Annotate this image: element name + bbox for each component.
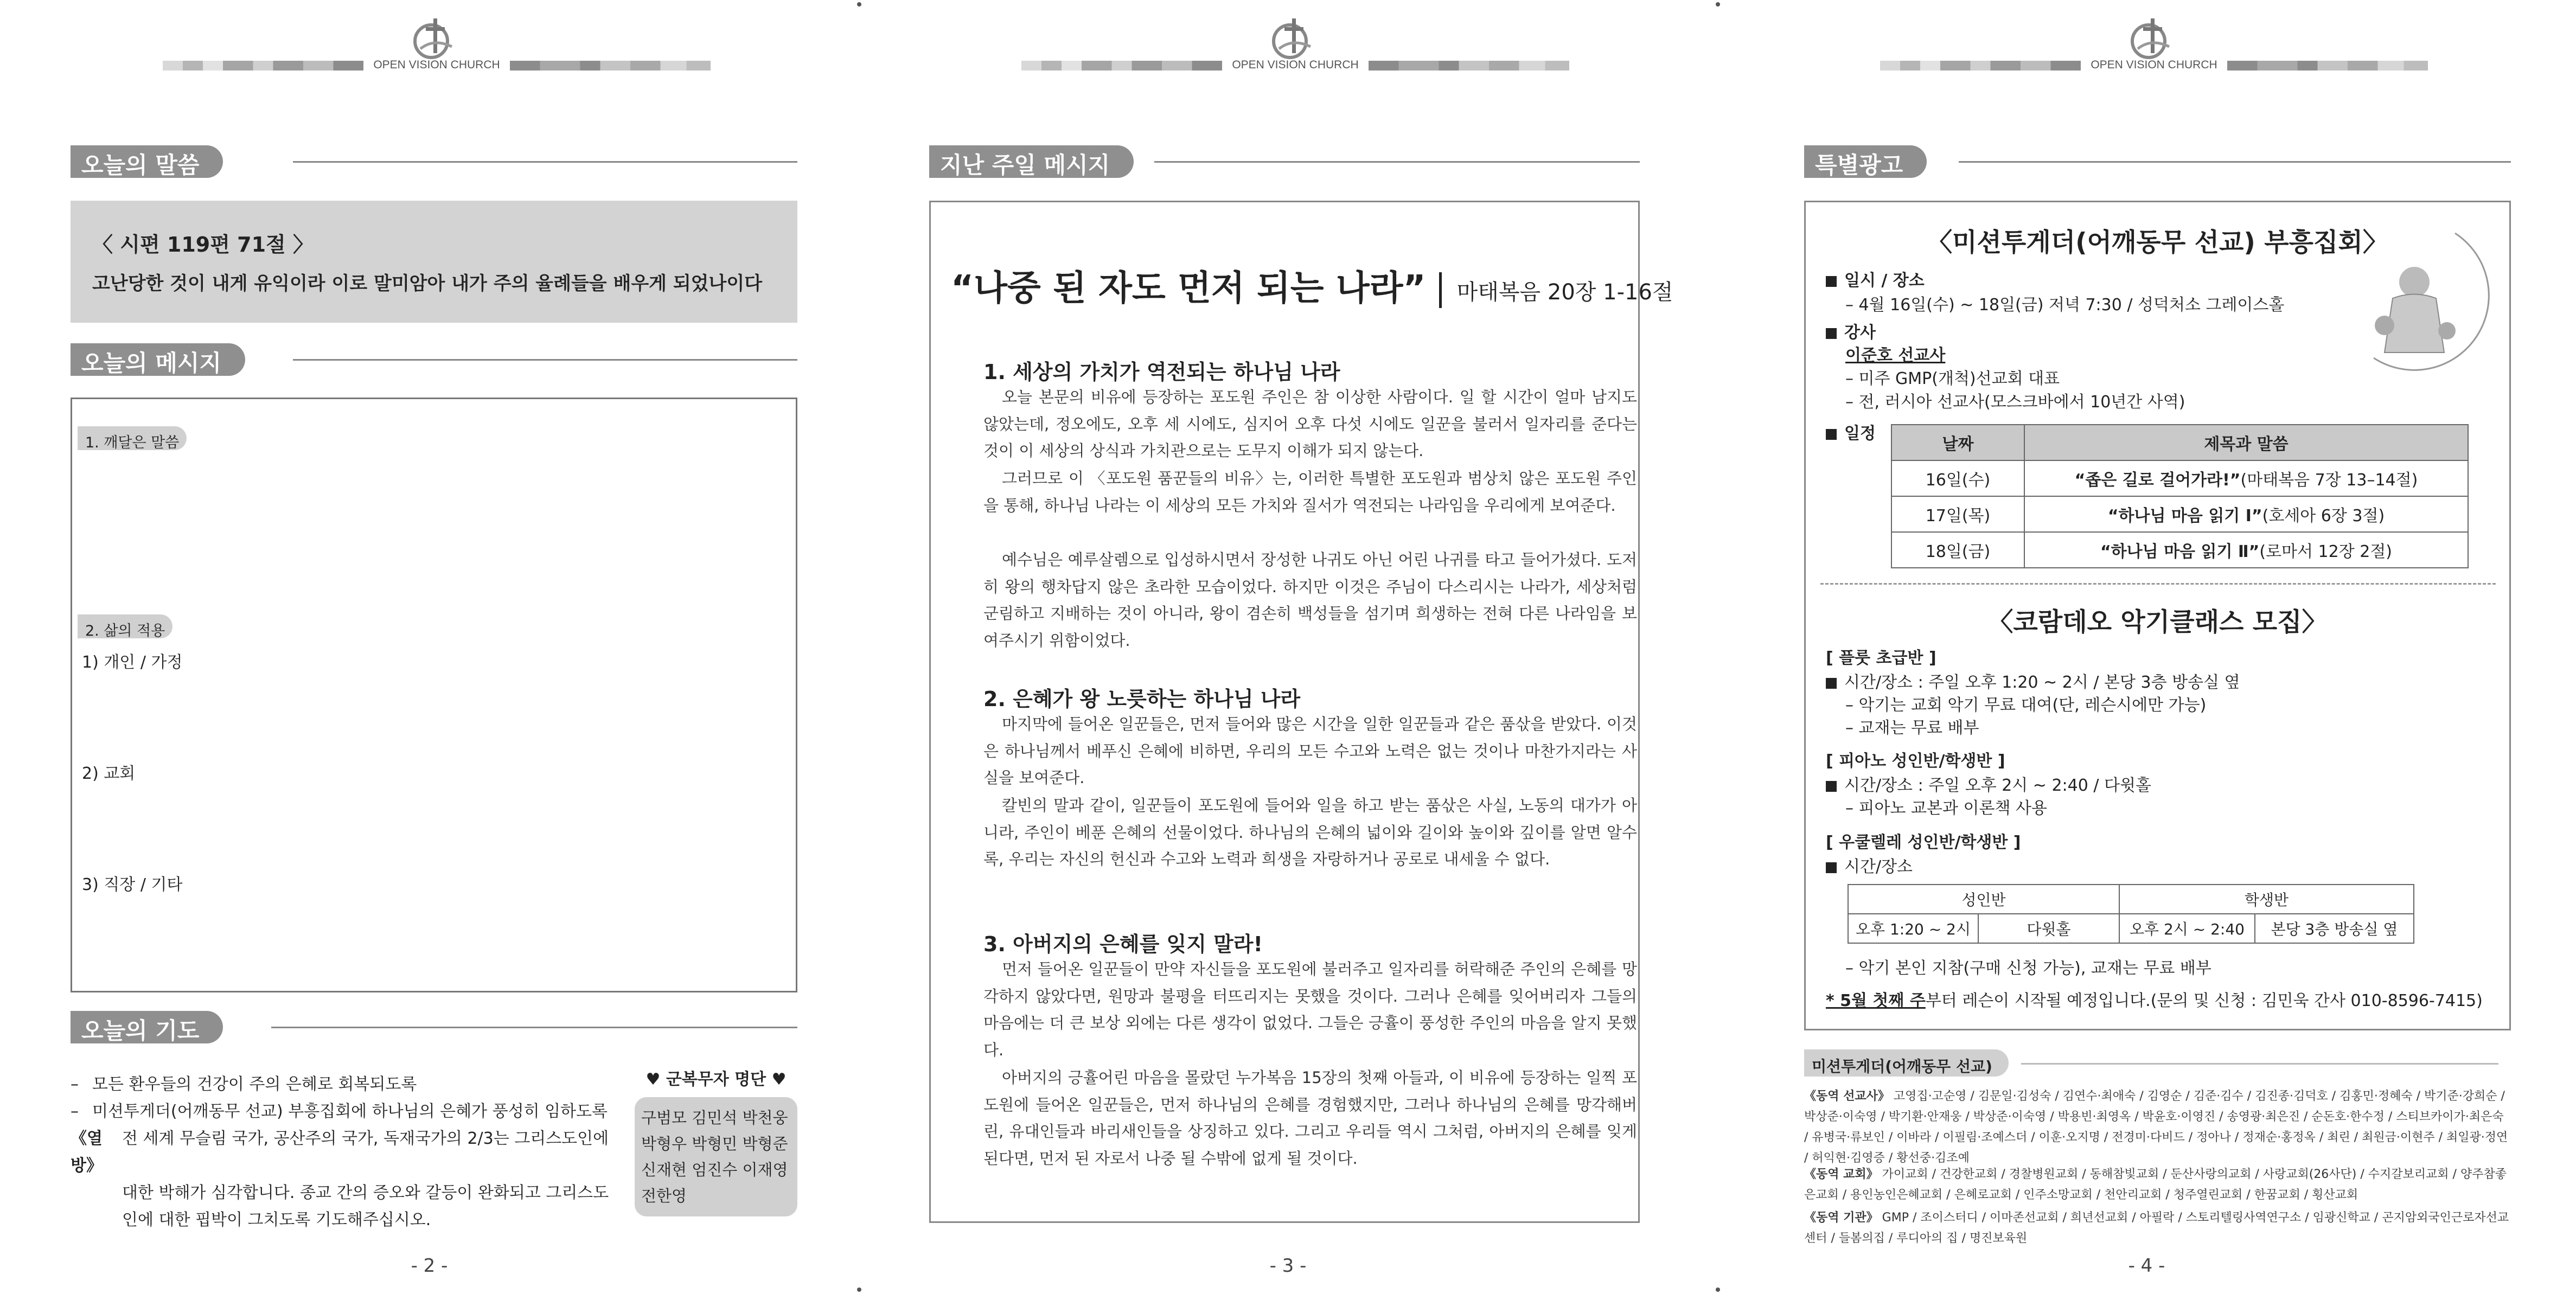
sermon-heading (951, 260, 1673, 310)
church-header (163, 16, 711, 76)
ukulele-time: 시간/장소 (1826, 853, 1913, 877)
section-rule (271, 1027, 797, 1028)
bullet-square-icon (1826, 862, 1837, 873)
military-list (635, 1066, 797, 1216)
schedule-header-row: 날짜 제목과 말씀 (1891, 425, 2468, 460)
prayer-list: – 모든 환우들의 건강이 주의 은혜로 회복되도록 – 미션투게더(어깨동무 선교) 부흥집회에 하나님의 은혜가 풍성히 임하도록 《열방》 전 세계 무슬림 국가, 공산주의 국가, 독재국가의 2/3는 그리스도인에 대한 박해가 심각합니다. 종교 간의 증오와 갈등이 완화되고 그리스도 인에 대한 핍박이 그치도록 기도해주십시오. (71, 1071, 609, 1234)
sermon-heading-1: 1. 세상의 가치가 역전되는 하나님 나라 (983, 360, 1340, 384)
prayer-item-nations: 《열방》 전 세계 무슬림 국가, 공산주의 국가, 독재국가의 2/3는 그리스도인에 (71, 1129, 609, 1175)
bullet-square-icon (1826, 429, 1837, 440)
tag-realized-word: 1. 깨달은 말씀 (78, 426, 187, 450)
section-title: 오늘의 기도 (71, 1011, 223, 1043)
church-logo-icon (2127, 16, 2176, 62)
header-bar-right (2227, 61, 2428, 71)
schedule-row: 16일(수) “좁은 길로 걸어가라!”(마태복음 7장 13–14절) (1891, 460, 2468, 496)
mission-rule (2021, 1063, 2498, 1065)
military-title: ♥ 군복무자 명단 ♥ (645, 1070, 787, 1089)
message-notes-box (71, 398, 797, 992)
piano-heading: [ 피아노 성인반/학생반 ] (1826, 752, 2005, 771)
ukulele-header-row: 성인반 학생반 (1848, 885, 2414, 914)
apply-church: 2) 교회 (82, 764, 136, 783)
schedule-row: 17일(목) “하나님 마음 읽기 Ⅰ”(호세아 6장 3절) (1891, 496, 2468, 532)
header-bar-left (1021, 61, 1222, 71)
sermon-heading-3: 3. 아버지의 은혜를 잊지 말라! (983, 932, 1263, 956)
section-last-sunday (929, 145, 1640, 178)
section-todays-prayer (71, 1011, 797, 1043)
title-divider (1439, 272, 1442, 308)
page-4 (1717, 0, 2576, 1294)
sermon-reference: 마태복음 20장 1-16절 (1456, 279, 1673, 305)
section-rule (1154, 161, 1640, 163)
ad1-title: 〈미션투게더(어깨동무 선교) 부흥집회〉 (1927, 228, 2388, 258)
sermon-paragraph: 아버지의 긍휼어린 마음을 몰랐던 누가복음 15장의 첫째 아들과, 이 비유에 등장하는 일찍 포도원에 들어온 일꾼들은, 먼저 하나님의 은혜를 경험했지만, 그러나 하나님의 은혜를 망각해버린, 유대인들과 바리새인들을 상징하고 있다. 그리고 우리들 역시 그처럼, 아버지의 은혜를 잊게 된다면, 먼저 된 자로서 나중 될 수밖에 없게 될 것이다. (983, 1068, 1637, 1168)
section-special-notice (1804, 145, 2511, 178)
section-title: 지난 주일 메시지 (929, 145, 1134, 178)
bullet-square-icon (1826, 276, 1837, 287)
page-separator-dot (1716, 2, 1720, 7)
prayer-item: – 미션투게더(어깨동무 선교) 부흥집회에 하나님의 은혜가 풍성히 임하도록 (71, 1102, 608, 1121)
section-rule (293, 161, 797, 163)
page-3 (859, 0, 1717, 1294)
section-rule (1959, 161, 2511, 163)
church-logo-icon (1268, 16, 1317, 62)
piano-time: 시간/장소 : 주일 오후 2시 ~ 2:40 / 다윗홀 (1826, 772, 2151, 796)
section-todays-word (71, 145, 797, 178)
header-bar-left (163, 61, 363, 71)
sermon-title: “나중 된 자도 먼저 되는 나라” (951, 268, 1426, 309)
partner-organizations: 《동역 기관》 GMP / 조이스터디 / 이마존선교회 / 희년선교회 / 아필락 / 스토리텔링사역연구소 / 임광신학교 / 곤지암외국인근로자선교센터 / 들봄의집 / 루디아의 집 / 명진보육원 (1804, 1211, 2509, 1245)
page-number: - 2 - (411, 1255, 448, 1277)
church-name: OPEN VISION CHURCH (373, 59, 500, 71)
mission-together-box (1804, 1049, 2511, 1245)
ad1-speaker: 이준호 선교사 (1845, 346, 1946, 365)
mission-tag: 미션투게더(어깨동무 선교) (1804, 1049, 2009, 1077)
section-rule (293, 359, 797, 361)
page-2 (0, 0, 859, 1294)
church-header (1880, 16, 2428, 76)
partner-churches: 《동역 교회》 가이교회 / 건강한교회 / 경찰병원교회 / 동해참빛교회 / 둔산사랑의교회 / 사랑교회(26사단) / 수지갈보리교회 / 양주참좋은교회 / 용인농인은혜교회 / 은혜로교회 / 인주소망교회 / 천안리교회 / 청주열린교회 / 한꿈교회 / 횡산교회 (1804, 1168, 2507, 1202)
church-logo-icon (410, 16, 458, 62)
sermon-paragraph: 마지막에 들어온 일꾼들은, 먼저 들어와 많은 시간을 일한 일꾼들과 같은 품삯을 받았다. 이것은 하나님께서 베푸신 은혜에 비하면, 우리의 모든 수고와 노력은 없는 것이나 마찬가지라는 사실을 보여준다. (983, 715, 1637, 787)
ukulele-row: 오후 1:20 ~ 2시 다윗홀 오후 2시 ~ 2:40 본당 3층 방송실 옆 (1848, 914, 2414, 943)
schedule-table (1891, 424, 2469, 568)
bullet-square-icon (1826, 328, 1837, 339)
page-number: - 3 - (1269, 1255, 1307, 1277)
section-title: 오늘의 메시지 (71, 343, 245, 376)
apply-personal: 1) 개인 / 가정 (82, 653, 183, 672)
ad1-speaker-label: 강사 (1826, 319, 1876, 343)
sermon-paragraph: 그러므로 이 〈포도원 품꾼들의 비유〉는, 이러한 특별한 포도원과 범상치 않은 포도원 주인을 통해, 하나님 나라는 이 세상의 모든 가치와 질서가 역전되는 나라임을 우리에게 보여준다. (983, 469, 1637, 515)
church-name: OPEN VISION CHURCH (1232, 59, 1359, 71)
church-name: OPEN VISION CHURCH (2091, 59, 2217, 71)
flute-heading: [ 플룻 초급반 ] (1826, 649, 1936, 668)
ad1-schedule-label: 일정 (1826, 420, 1876, 444)
page-separator-dot (1716, 1287, 1720, 1292)
sermon-paragraph: 먼저 들어온 일꾼들이 만약 자신들을 포도원에 불러주고 일자리를 허락해준 주인의 은혜를 망각하지 않았다면, 원망과 불평을 터뜨리지는 못했을 것이다. 그러나 은혜를 잊어버리자 그들의 마음에는 더 큰 보상 외에는 다른 생각이 없었다. 그들은 긍휼이 풍성한 주인의 마음을 알지 못했다. (983, 960, 1637, 1060)
header-bar-right (510, 61, 711, 71)
page-separator-dot (857, 2, 861, 7)
piano-detail: – 피아노 교본과 이론책 사용 (1845, 799, 2047, 818)
page-number: - 4 - (2128, 1255, 2165, 1277)
apply-work: 3) 직장 / 기타 (82, 875, 183, 894)
ad2-title: 〈코람데오 악기클래스 모집〉 (1987, 607, 2328, 637)
sermon-heading-2: 2. 은혜가 왕 노릇하는 하나님 나라 (983, 687, 1301, 711)
header-bar-left (1880, 61, 2081, 71)
verse-text: 고난당한 것이 내게 유익이라 이로 말미암아 내가 주의 율례들을 배우게 되었나이다 (92, 273, 763, 294)
ukulele-detail: – 악기 본인 지참(구매 신청 가능), 교재는 무료 배부 (1845, 959, 2211, 978)
ad1-speaker-detail: – 전, 러시아 선교사(모스크바에서 10년간 사역) (1845, 393, 2185, 412)
dashed-divider (1820, 583, 2496, 585)
schedule-row: 18일(금) “하나님 마음 읽기 Ⅱ”(로마서 12장 2절) (1891, 532, 2468, 568)
church-header (1021, 16, 1569, 76)
section-title: 오늘의 말씀 (71, 145, 223, 178)
flute-detail: – 교재는 무료 배부 (1845, 719, 1979, 738)
ad1-speaker-detail: – 미주 GMP(개척)선교회 대표 (1845, 369, 2060, 388)
military-names: 구범모 김민석 박천웅 박형우 박형민 박형준 신재현 엄진수 이재영 전한영 (635, 1097, 797, 1216)
page-separator-dot (857, 1287, 861, 1292)
ukulele-table (1848, 884, 2414, 944)
header-bar-right (1369, 61, 1569, 71)
bullet-square-icon (1826, 781, 1837, 792)
sermon-paragraph: 예수님은 예루살렘으로 입성하시면서 장성한 나귀도 아닌 어린 나귀를 타고 들어가셨다. 도저히 왕의 행차답지 않은 초라한 모습이었다. 하지만 이것은 주님이 다스리시는 나라가, 세상처럼 군림하고 지배하는 것이 아니라, 왕이 겸손히 백성들을 섬기며 희생하는 전혀 다른 나라임을 보여주시기 위함이었다. (983, 550, 1637, 650)
partner-missionaries: 《동역 선교사》 고영집·고순영 / 김문일·김성숙 / 김연수·최애숙 / 김영순 / 김준·김수 / 김진종·김덕호 / 김홍민·정혜숙 / 박기준·강희순 / 박상준·이숙영 / 박기환·안재웅 / 박상준·이숙영 / 박용빈·최영옥 / 박윤호·이영진 / 송영광·최은진 / 순돈호·한수정 / 스티브카이가·최은숙 / 유병국·류보인 / 이바라 / 이필림·조예스더 / 이훈·오지명 / 전경미·다비드 / 정아나 / 정재순·홍정옥 / 최린 / 최원금·이현주 / 최일광·정연 / 허익현·김영증 / 황선중·김조예 (1804, 1090, 2508, 1165)
verse-reference: 〈 시편 119편 71절 〉 (92, 233, 314, 257)
ad1-date-label: 일시 / 장소 (1826, 267, 1925, 291)
tag-life-application: 2. 삶의 적용 (78, 614, 172, 638)
flute-time: 시간/장소 : 주일 오후 1:20 ~ 2시 / 본당 3층 방송실 옆 (1826, 669, 2240, 693)
verse-box (71, 201, 797, 323)
ad1-date: – 4월 16일(수) ~ 18일(금) 저녁 7:30 / 성덕처소 그레이스홀 (1845, 296, 2285, 315)
section-title: 특별광고 (1804, 145, 1927, 178)
ukulele-heading: [ 우쿨렐레 성인반/학생반 ] (1826, 833, 2021, 852)
bullet-square-icon (1826, 678, 1837, 689)
flute-detail: – 악기는 교회 악기 무료 대여(단, 레슨시에만 가능) (1845, 696, 2207, 715)
prayer-item: – 모든 환우들의 건강이 주의 은혜로 회복되도록 (71, 1075, 417, 1094)
sermon-paragraph: 칼빈의 말과 같이, 일꾼들이 포도원에 들어와 일을 하고 받는 품삯은 사실, 노동의 대가가 아니라, 주인이 베푼 은혜의 선물이었다. 하나님의 은혜의 넓이와 길이와 높이와 깊이를 알면 알수록, 우리는 자신의 헌신과 수고와 노력과 희생을 자랑하거나 공로로 내세울 수 없다. (983, 796, 1637, 869)
sermon-paragraph: 오늘 본문의 비유에 등장하는 포도원 주인은 참 이상한 사람이다. 일 할 시간이 얼마 남지도 않았는데, 정오에도, 오후 세 시에도, 심지어 오후 다섯 시에도 일꾼을 불러서 일자리를 준다는 것이 이 세상의 상식과 가치관으로는 도무지 이해가 되지 않는다. (983, 388, 1637, 460)
section-todays-message (71, 343, 797, 376)
lesson-note: * 5월 첫째 주부터 레슨이 시작될 예정입니다.(문의 및 신청 : 김민욱 간사 010-8596-7415) (1826, 991, 2483, 1010)
